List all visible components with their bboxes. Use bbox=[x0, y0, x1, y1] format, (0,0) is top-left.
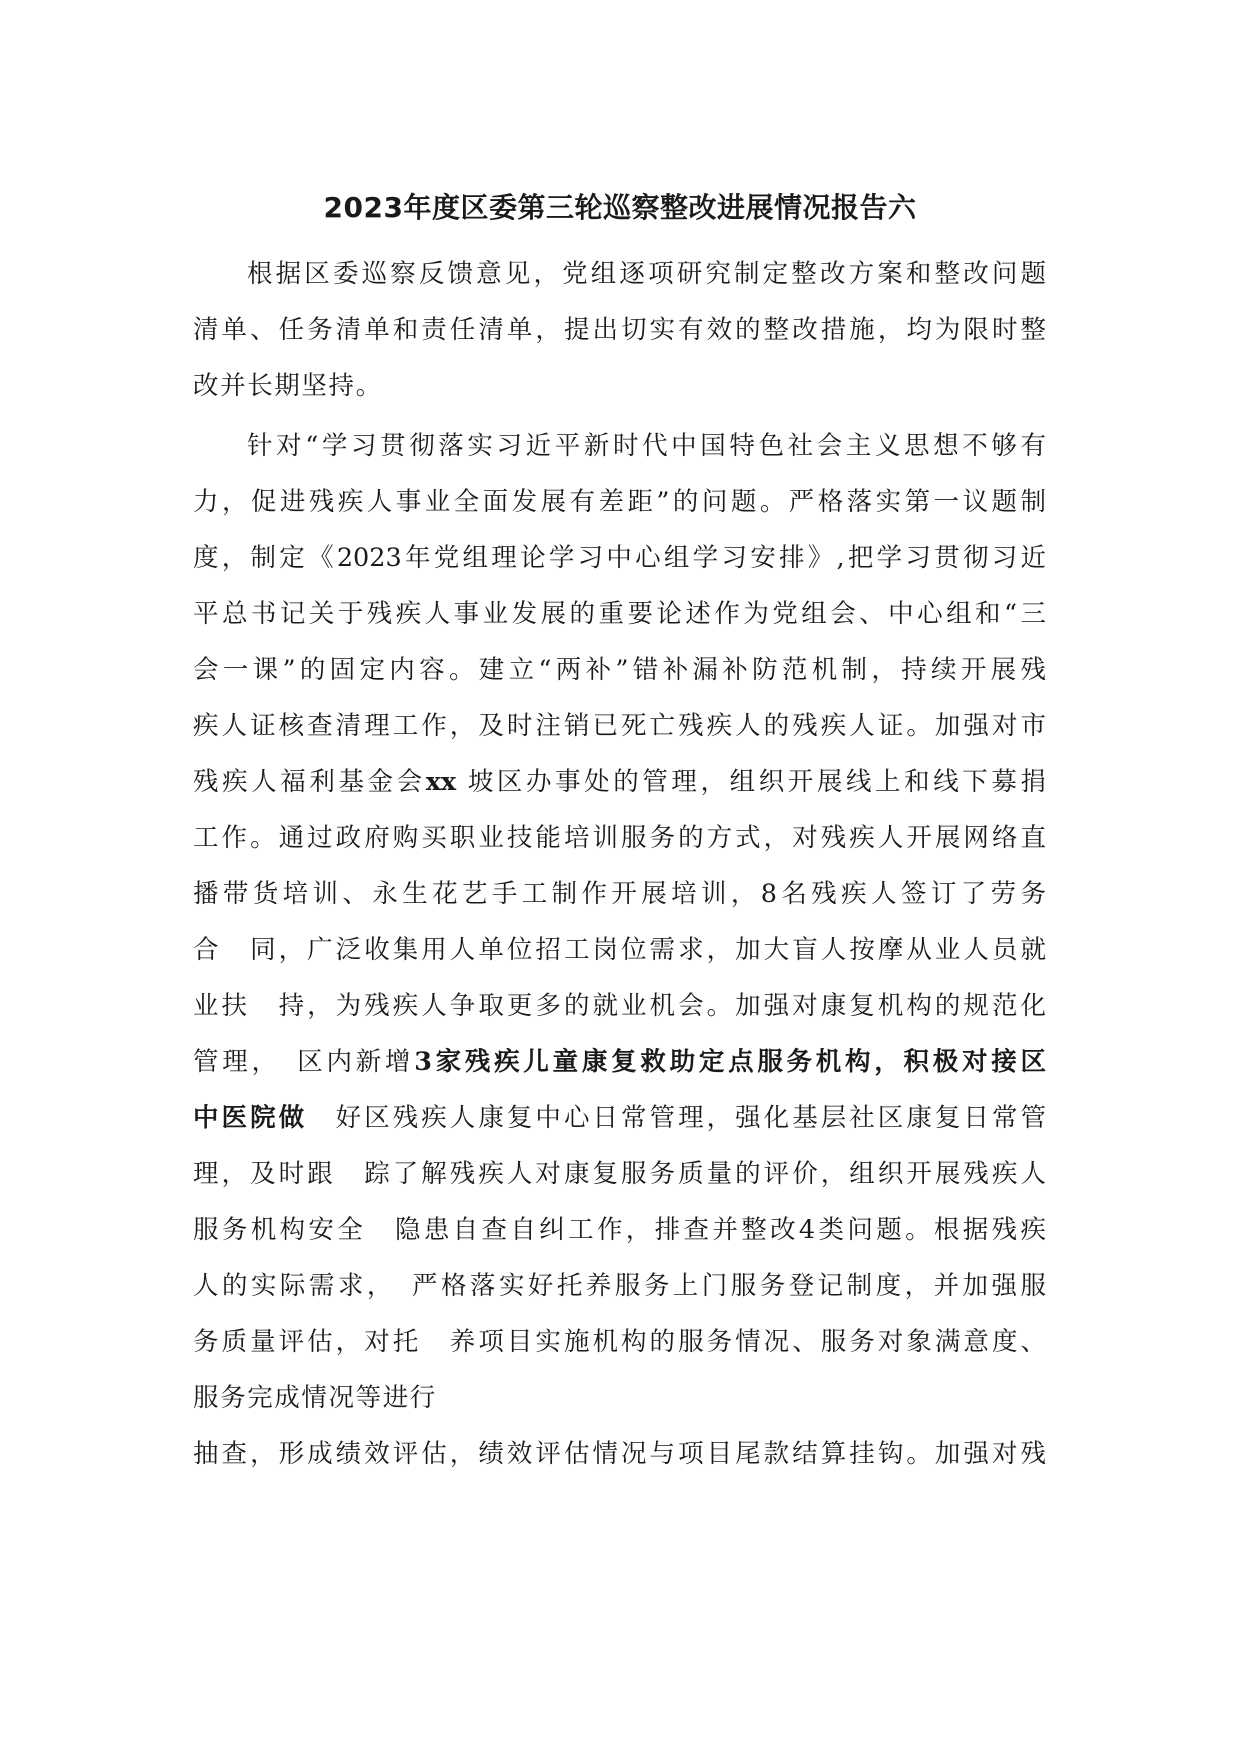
line-7-part-a: 残疾人福利基金会 bbox=[193, 767, 426, 797]
paragraph-2-line-15: 服务机构安全 隐患自查自纠工作，排查并整改4类问题。根据残疾 bbox=[193, 1215, 1046, 1245]
line-12-bold-part: 3家残疾儿童康复救助定点服务机构，积极对接区 bbox=[414, 1047, 1046, 1077]
paragraph-2-line-8: 工作。通过政府购买职业技能培训服务的方式，对残疾人开展网络直 bbox=[193, 823, 1046, 853]
line-13-part-b: 好区残疾人康复中心日常管理，强化基层社区康复日常管 bbox=[307, 1103, 1046, 1133]
paragraph-2-line-12 bbox=[193, 1042, 1046, 1082]
paragraph-2-line-7 bbox=[193, 762, 1046, 802]
paragraph-2-line-4: 平总书记关于残疾人事业发展的重要论述作为党组会、中心组和“三 bbox=[193, 599, 1046, 629]
paragraph-1-line-2: 清单、任务清单和责任清单，提出切实有效的整改措施，均为限时整 bbox=[193, 315, 1046, 345]
paragraph-2-line-11: 业扶 持，为残疾人争取更多的就业机会。加强对康复机构的规范化 bbox=[193, 991, 1046, 1021]
paragraph-2-line-1: 针对“学习贯彻落实习近平新时代中国特色社会主义思想不够有 bbox=[247, 431, 1046, 461]
paragraph-2-line-13 bbox=[193, 1098, 1046, 1138]
paragraph-2-line-19: 抽查，形成绩效评估，绩效评估情况与项目尾款结算挂钩。加强对残 bbox=[193, 1439, 1046, 1469]
paragraph-2-line-17: 务质量评估，对托 养项目实施机构的服务情况、服务对象满意度、 bbox=[193, 1327, 1046, 1357]
line-12-part-a: 管理， 区内新增 bbox=[193, 1047, 415, 1077]
paragraph-1-line-1: 根据区委巡察反馈意见，党组逐项研究制定整改方案和整改问题 bbox=[247, 259, 1046, 289]
paragraph-2-line-5: 会一课”的固定内容。建立“两补”错补漏补防范机制，持续开展残 bbox=[193, 655, 1046, 685]
paragraph-2-line-14: 理，及时跟 踪了解残疾人对康复服务质量的评价，组织开展残疾人 bbox=[193, 1159, 1046, 1189]
paragraph-2-line-10: 合 同，广泛收集用人单位招工岗位需求，加大盲人按摩从业人员就 bbox=[193, 935, 1046, 965]
line-13-bold-part: 中医院做 bbox=[193, 1103, 308, 1133]
paragraph-2-line-3: 度，制定《2023年党组理论学习中心组学习安排》,把学习贯彻习近 bbox=[193, 543, 1046, 573]
paragraph-2-line-16: 人的实际需求， 严格落实好托养服务上门服务登记制度，并加强服 bbox=[193, 1271, 1046, 1301]
paragraph-2-line-18: 服务完成情况等进行 bbox=[193, 1383, 437, 1413]
paragraph-1-line-3: 改并长期坚持。 bbox=[193, 371, 383, 401]
document-title: 2023年度区委第三轮巡察整改进展情况报告六 bbox=[323, 191, 917, 224]
paragraph-2-line-2: 力，促进残疾人事业全面发展有差距”的问题。严格落实第一议题制 bbox=[193, 487, 1046, 517]
paragraph-2-line-6: 疾人证核查清理工作，及时注销已死亡残疾人的残疾人证。加强对市 bbox=[193, 711, 1046, 741]
line-7-part-c: 坡区办事处的管理，组织开展线上和线下募捐 bbox=[467, 767, 1046, 797]
paragraph-2-line-9: 播带货培训、永生花艺手工制作开展培训，8名残疾人签订了劳务 bbox=[193, 879, 1046, 909]
line-7-bold-placeholder: xx bbox=[425, 767, 457, 797]
